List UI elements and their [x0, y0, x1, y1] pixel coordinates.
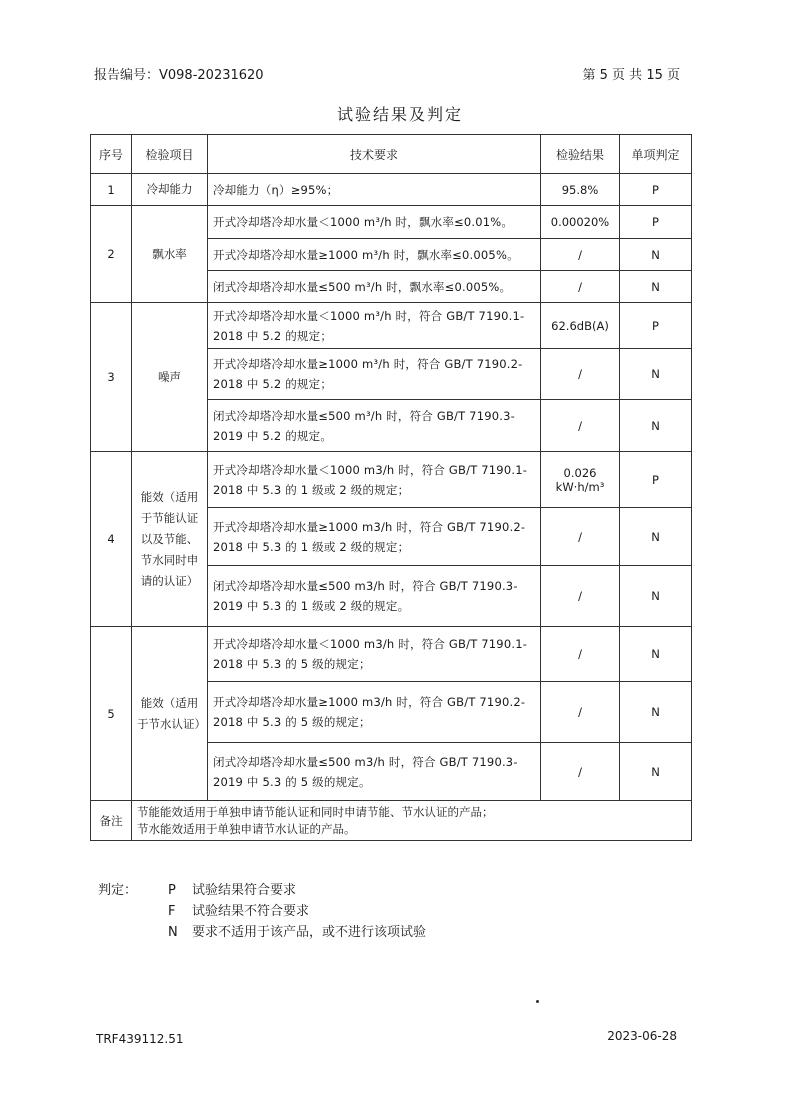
- test-result: 62.6dB(A): [541, 303, 620, 349]
- note-line: 节水能效适用于单独申请节水认证的产品。: [137, 821, 356, 836]
- page-title: 试验结果及判定: [336, 105, 463, 124]
- judgement: N: [620, 271, 692, 303]
- judgement: N: [620, 239, 692, 271]
- test-result: /: [541, 508, 620, 566]
- table-row: [91, 452, 692, 508]
- legend-text: 要求不适用于该产品，或不进行该项试验: [192, 925, 427, 940]
- table-row: [91, 174, 692, 206]
- results-table: [90, 134, 692, 841]
- legend-label: 判定：: [98, 883, 138, 898]
- col-header-no: 序号: [91, 135, 132, 174]
- row-number: 3: [91, 303, 132, 452]
- col-header-judgement: 单项判定: [620, 135, 692, 174]
- judgement: N: [620, 349, 692, 400]
- requirement: 闭式冷却塔冷却水量≤500 m³/h 时，符合 GB/T 7190.3-2019 中 5.2 的规定。: [208, 400, 541, 452]
- requirement: 开式冷却塔冷却水量＜1000 m³/h 时，飘水率≤0.01%。: [208, 206, 541, 239]
- test-result: /: [541, 349, 620, 400]
- notes-label: 备注: [91, 801, 132, 841]
- test-item: 能效（适用于节能认证以及节能、节水同时申请的认证）: [132, 452, 208, 627]
- table-row: [91, 627, 692, 682]
- test-result: 0.026 kW·h/m³: [541, 452, 620, 508]
- legend-row: [98, 901, 426, 922]
- judgement: P: [620, 303, 692, 349]
- judgement: N: [620, 743, 692, 801]
- test-result: /: [541, 400, 620, 452]
- judgement: N: [620, 508, 692, 566]
- table-header-row: [91, 135, 692, 174]
- legend-text: 试验结果不符合要求: [192, 904, 310, 919]
- test-item: 冷却能力: [132, 174, 208, 206]
- requirement: 闭式冷却塔冷却水量≤500 m³/h 时，飘水率≤0.005%。: [208, 271, 541, 303]
- notes-content: [132, 801, 692, 841]
- legend-text: 试验结果符合要求: [192, 883, 297, 898]
- test-result: /: [541, 271, 620, 303]
- test-result: 0.00020%: [541, 206, 620, 239]
- requirement: 开式冷却塔冷却水量≥1000 m3/h 时，符合 GB/T 7190.2-2018 中 5.3 的 1 级或 2 级的规定；: [208, 508, 541, 566]
- legend-code: N: [168, 925, 178, 940]
- requirement: 开式冷却塔冷却水量≥1000 m3/h 时，符合 GB/T 7190.2-2018 中 5.3 的 5 级的规定；: [208, 682, 541, 743]
- row-number: 1: [91, 174, 132, 206]
- legend-row: [98, 922, 426, 943]
- judgement: N: [620, 400, 692, 452]
- judgement: P: [620, 206, 692, 239]
- legend-code: P: [168, 883, 176, 898]
- notes-row: [91, 801, 692, 841]
- col-header-item: 检验项目: [132, 135, 208, 174]
- requirement: 开式冷却塔冷却水量≥1000 m³/h 时，飘水率≤0.005%。: [208, 239, 541, 271]
- test-item: 噪声: [132, 303, 208, 452]
- test-result: /: [541, 627, 620, 682]
- judgement-legend: [98, 880, 426, 943]
- report-date: 2023-06-28: [607, 1029, 677, 1043]
- requirement: 闭式冷却塔冷却水量≤500 m3/h 时，符合 GB/T 7190.3-2019 中 5.3 的 5 级的规定。: [208, 743, 541, 801]
- judgement: P: [620, 174, 692, 206]
- requirement: 开式冷却塔冷却水量≥1000 m³/h 时，符合 GB/T 7190.2-2018 中 5.2 的规定；: [208, 349, 541, 400]
- judgement: N: [620, 566, 692, 627]
- test-result: /: [541, 743, 620, 801]
- row-number: 5: [91, 627, 132, 801]
- row-number: 2: [91, 206, 132, 303]
- form-number: TRF439112.51: [96, 1032, 184, 1046]
- col-header-result: 检验结果: [541, 135, 620, 174]
- test-item: 能效（适用于节水认证）: [132, 627, 208, 801]
- judgement: P: [620, 452, 692, 508]
- judgement: N: [620, 682, 692, 743]
- requirement: 开式冷却塔冷却水量＜1000 m3/h 时，符合 GB/T 7190.1-2018 中 5.3 的 1 级或 2 级的规定；: [208, 452, 541, 508]
- table-row: [91, 303, 692, 349]
- legend-code: F: [168, 904, 176, 919]
- requirement: 闭式冷却塔冷却水量≤500 m3/h 时，符合 GB/T 7190.3-2019 中 5.3 的 1 级或 2 级的规定。: [208, 566, 541, 627]
- report-number: 报告编号：V098-20231620: [94, 68, 264, 83]
- col-header-requirement: 技术要求: [208, 135, 541, 174]
- test-result: 95.8%: [541, 174, 620, 206]
- judgement: N: [620, 627, 692, 682]
- test-result: /: [541, 566, 620, 627]
- requirement: 开式冷却塔冷却水量＜1000 m³/h 时，符合 GB/T 7190.1-2018 中 5.2 的规定；: [208, 303, 541, 349]
- scan-dot: [536, 1000, 539, 1003]
- row-number: 4: [91, 452, 132, 627]
- requirement: 开式冷却塔冷却水量＜1000 m3/h 时，符合 GB/T 7190.1-2018 中 5.3 的 5 级的规定；: [208, 627, 541, 682]
- table-row: [91, 206, 692, 239]
- note-line: 节能能效适用于单独申请节能认证和同时申请节能、节水认证的产品；: [137, 804, 494, 819]
- page-info: 第 5 页 共 15 页: [582, 68, 680, 83]
- test-result: /: [541, 239, 620, 271]
- test-item: 飘水率: [132, 206, 208, 303]
- requirement: 冷却能力（η）≥95%；: [208, 174, 541, 206]
- test-result: /: [541, 682, 620, 743]
- legend-row: [98, 880, 426, 901]
